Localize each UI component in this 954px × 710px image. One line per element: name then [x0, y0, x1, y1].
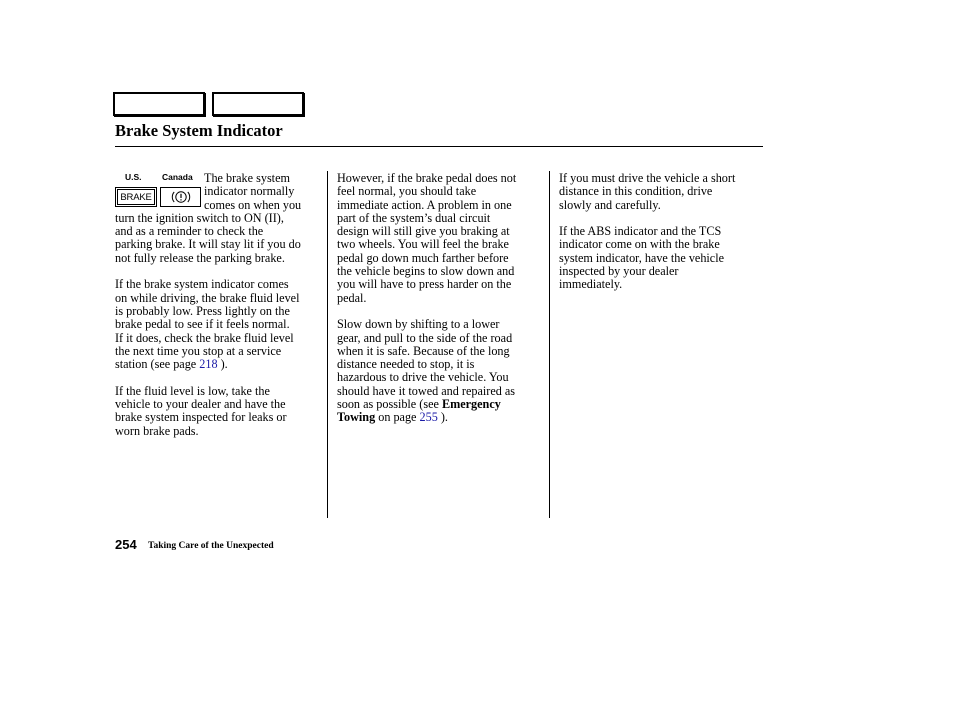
page-number: 254	[115, 537, 137, 552]
text-line: when it is safe. Because of the long	[337, 343, 510, 358]
text-line: should have it towed and repaired as	[337, 383, 516, 398]
text-line: hazardous to drive the vehicle. You	[337, 370, 509, 385]
page-link-255[interactable]: 255	[419, 410, 438, 425]
brake-indicator-text: BRAKE	[117, 189, 155, 205]
text-line	[115, 358, 322, 371]
text-line: vehicle to your dealer and have the	[115, 397, 286, 412]
nav-tab-1[interactable]	[113, 92, 205, 116]
text-segment: on page	[375, 410, 420, 425]
brake-warning-icon	[160, 187, 201, 207]
text-line: indicator come on with the brake	[559, 237, 720, 252]
text-line: The brake system	[204, 171, 290, 185]
page-title: Brake System Indicator	[115, 121, 283, 140]
text-line: the vehicle begins to slow down and	[337, 264, 515, 279]
text-segment: ).	[437, 410, 448, 425]
page-link-218[interactable]: 218	[199, 357, 218, 372]
text-line: If you must drive the vehicle a short	[559, 171, 736, 185]
text-line: part of the system’s dual circuit	[337, 210, 491, 225]
text-line: system indicator, have the vehicle	[559, 250, 725, 265]
column-3	[559, 172, 764, 292]
column-divider	[327, 171, 328, 518]
text-line: If the ABS indicator and the TCS	[559, 224, 722, 239]
text-line: and as a reminder to check the	[115, 224, 264, 239]
text-line: inspected by your dealer	[559, 264, 679, 279]
text-line: comes on when you	[204, 197, 302, 212]
text-line: slowly and carefully.	[559, 197, 661, 212]
text-line: parking brake. It will stay lit if you do	[115, 237, 301, 252]
text-line: gear, and pull to the side of the road	[337, 330, 513, 345]
us-label: U.S.	[125, 172, 142, 182]
column-divider	[549, 171, 550, 518]
text-line: brake system inspected for leaks or	[115, 410, 287, 425]
text-segment: station (see page	[115, 357, 200, 372]
text-line: pedal go down much farther before	[337, 250, 509, 265]
canada-label: Canada	[162, 172, 193, 182]
text-line: not fully release the parking brake.	[115, 250, 285, 265]
text-line: Slow down by shifting to a lower	[337, 317, 500, 332]
text-line: distance in this condition, drive	[559, 184, 713, 199]
text-line: is probably low. Press lightly on the	[115, 303, 290, 318]
text-line: design will still give you braking at	[337, 224, 510, 239]
text-line: pedal.	[337, 290, 367, 305]
text-line	[337, 411, 542, 424]
brake-warning-symbol	[166, 189, 196, 205]
text-line: two wheels. You will feel the brake	[337, 237, 509, 252]
text-line: distance needed to stop, it is	[337, 357, 475, 372]
column-2	[337, 172, 542, 425]
text-line: you will have to press harder on the	[337, 277, 512, 292]
text-line: immediately.	[559, 277, 623, 292]
wrap-text	[204, 172, 301, 212]
text-segment: soon as possible (see	[337, 397, 442, 412]
text-line: worn brake pads.	[115, 423, 199, 438]
indicator-icons	[115, 172, 205, 212]
text-line	[337, 398, 542, 411]
text-line: feel normal, you should take	[337, 184, 477, 199]
brake-indicator-icon	[115, 187, 157, 207]
section-title: Taking Care of the Unexpected	[148, 541, 274, 551]
text-line: If it does, check the brake fluid level	[115, 330, 294, 345]
text-line: If the brake system indicator comes	[115, 277, 289, 292]
text-line: immediate action. A problem in one	[337, 197, 512, 212]
title-rule	[115, 146, 763, 147]
text-segment: ).	[217, 357, 228, 372]
text-line: turn the ignition switch to ON (II),	[115, 210, 284, 225]
text-line: brake pedal to see if it feels normal.	[115, 317, 290, 332]
text-line: If the fluid level is low, take the	[115, 383, 270, 398]
text-line: on while driving, the brake fluid level	[115, 290, 300, 305]
nav-tab-2[interactable]	[212, 92, 304, 116]
text-line: However, if the brake pedal does not	[337, 171, 517, 185]
text-line: the next time you stop at a service	[115, 343, 282, 358]
text-line: indicator normally	[204, 184, 295, 199]
emergency-towing-ref: Towing	[337, 410, 376, 425]
emergency-towing-ref: Emergency	[441, 397, 501, 412]
